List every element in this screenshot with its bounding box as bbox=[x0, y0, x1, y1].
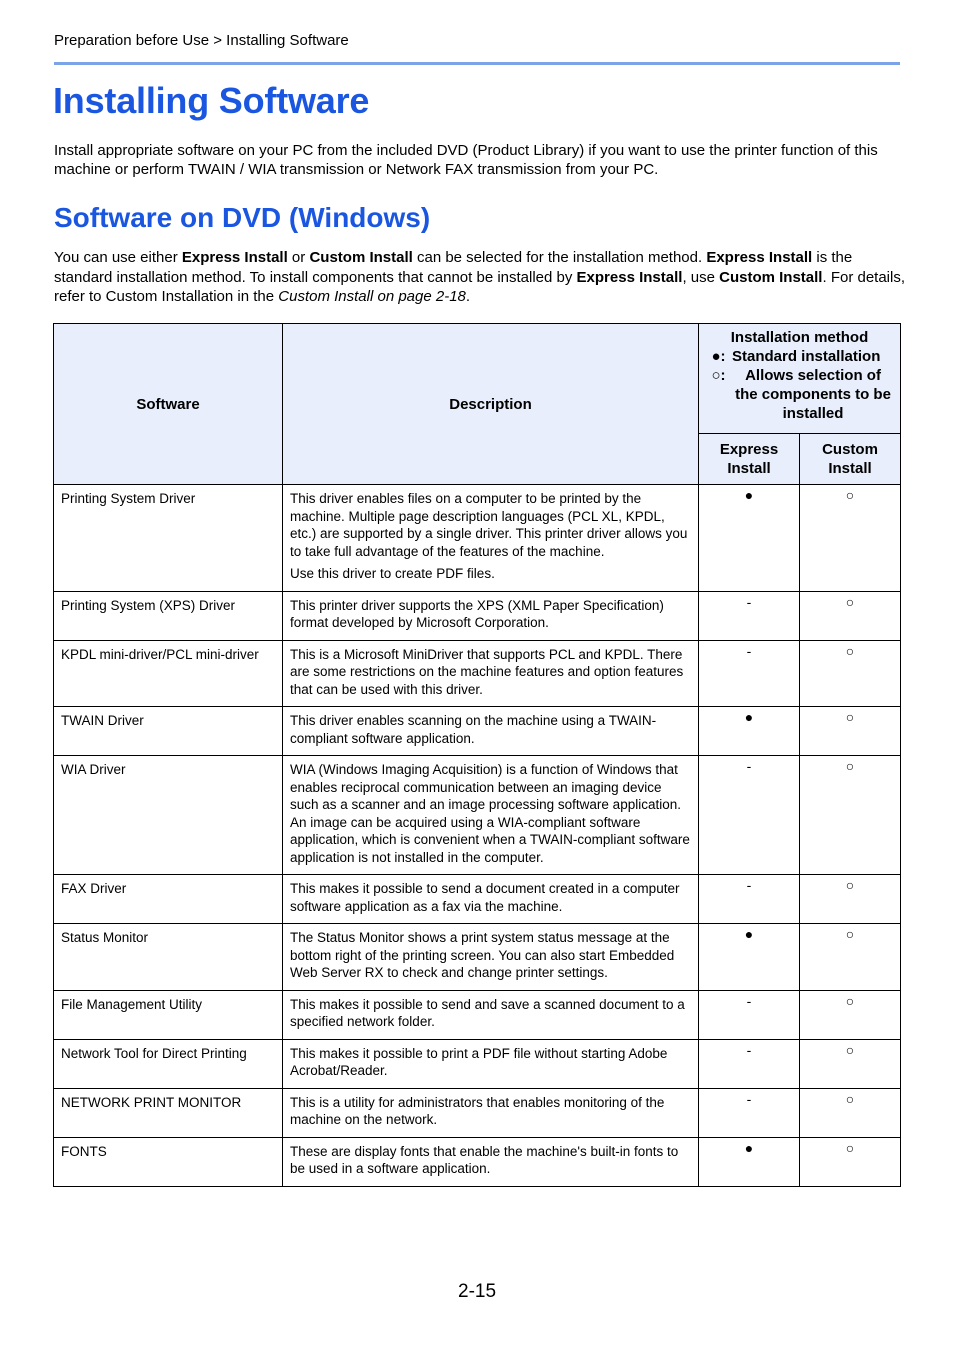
software-name: KPDL mini-driver/PCL mini-driver bbox=[54, 640, 283, 707]
express-mark: - bbox=[699, 875, 800, 924]
table-row bbox=[54, 485, 901, 592]
table-row bbox=[54, 990, 901, 1039]
table-row bbox=[54, 875, 901, 924]
software-name: Status Monitor bbox=[54, 924, 283, 991]
header-description: Description bbox=[283, 324, 699, 485]
software-description: This makes it possible to print a PDF file without starting Adobe Acrobat/Reader. bbox=[283, 1039, 699, 1088]
table-row bbox=[54, 591, 901, 640]
express-install-term: Express Install bbox=[181, 249, 288, 266]
method-title: Installation method bbox=[730, 329, 869, 346]
section-paragraph bbox=[54, 248, 906, 307]
software-name: Network Tool for Direct Printing bbox=[54, 1039, 283, 1088]
custom-mark: ○ bbox=[800, 591, 901, 640]
header-rule bbox=[54, 62, 900, 65]
custom-mark: ○ bbox=[800, 707, 901, 756]
legend-standard-text: Standard installation bbox=[732, 348, 881, 365]
software-table bbox=[53, 323, 901, 1187]
header-software: Software bbox=[54, 324, 283, 485]
page-number: 2-15 bbox=[458, 1281, 497, 1302]
table-row bbox=[54, 1039, 901, 1088]
custom-mark: ○ bbox=[800, 875, 901, 924]
software-description bbox=[283, 485, 699, 592]
software-name: NETWORK PRINT MONITOR bbox=[54, 1088, 283, 1137]
custom-mark: ○ bbox=[800, 990, 901, 1039]
software-description: The Status Monitor shows a print system status message at the bottom right of the printing screen. You can also start Embedded Web Server RX to check and change printer settings. bbox=[283, 924, 699, 991]
express-mark: ● bbox=[699, 924, 800, 991]
express-mark: - bbox=[699, 1088, 800, 1137]
text-run: . bbox=[465, 288, 471, 305]
express-mark: ● bbox=[699, 485, 800, 592]
text-run: or bbox=[287, 249, 310, 266]
table-row bbox=[54, 1088, 901, 1137]
open-circle-icon: ○: bbox=[711, 367, 726, 384]
intro-paragraph: Install appropriate software on your PC from the included DVD (Product Library) if you want to use the printer function of this machine or perform TWAIN / WIA transmission or Network FAX transmission from your PC. bbox=[54, 142, 878, 178]
custom-mark: ○ bbox=[800, 640, 901, 707]
software-description: This makes it possible to send and save a scanned document to a specified network folder. bbox=[283, 990, 699, 1039]
table-row bbox=[54, 756, 901, 875]
table-body bbox=[54, 485, 901, 1187]
custom-mark: ○ bbox=[800, 1088, 901, 1137]
text-run: , use bbox=[682, 268, 720, 286]
software-description: This driver enables scanning on the machine using a TWAIN-compliant software application. bbox=[283, 707, 699, 756]
custom-mark: ○ bbox=[800, 756, 901, 875]
express-mark: ● bbox=[699, 707, 800, 756]
software-description: These are display fonts that enable the machine's built-in fonts to be used in a software application. bbox=[283, 1137, 699, 1186]
software-name: TWAIN Driver bbox=[54, 707, 283, 756]
software-name: FAX Driver bbox=[54, 875, 283, 924]
table-row bbox=[54, 640, 901, 707]
express-mark: - bbox=[699, 990, 800, 1039]
filled-circle-icon: ●: bbox=[711, 348, 726, 365]
software-name: FONTS bbox=[54, 1137, 283, 1186]
express-mark: - bbox=[699, 756, 800, 875]
express-mark: - bbox=[699, 640, 800, 707]
software-description: This is a utility for administrators that enables monitoring of the machine on the network. bbox=[283, 1088, 699, 1137]
table-row bbox=[54, 707, 901, 756]
legend-selectable-text: Allows selection of the components to be installed bbox=[735, 367, 891, 422]
software-description: This makes it possible to send a document created in a computer software application as a fax via the machine. bbox=[283, 875, 699, 924]
custom-install-term: Custom Install bbox=[719, 268, 823, 286]
description-note: Use this driver to create PDF files. bbox=[290, 566, 495, 581]
custom-mark: ○ bbox=[800, 485, 901, 592]
software-description: This is a Microsoft MiniDriver that supports PCL and KPDL. There are some restrictions on the machine features and option features that can be used with this driver. bbox=[283, 640, 699, 707]
section-heading: Software on DVD (Windows) bbox=[54, 202, 431, 233]
legend-standard bbox=[705, 347, 894, 366]
page-title: Installing Software bbox=[53, 80, 370, 121]
text-run: You can use either bbox=[54, 249, 182, 266]
legend-selectable bbox=[705, 366, 894, 423]
software-name: Printing System (XPS) Driver bbox=[54, 591, 283, 640]
express-install-term: Express Install bbox=[706, 249, 813, 266]
software-name: File Management Utility bbox=[54, 990, 283, 1039]
header-custom-install: Custom Install bbox=[800, 434, 901, 485]
custom-install-term: Custom Install bbox=[309, 249, 413, 266]
software-name: WIA Driver bbox=[54, 756, 283, 875]
text-run: is the standard installation method. To install components that cannot be installed by bbox=[54, 249, 853, 286]
text-run: can be selected for the installation method. bbox=[412, 249, 707, 266]
express-install-term: Express Install bbox=[576, 268, 683, 286]
software-name: Printing System Driver bbox=[54, 485, 283, 592]
table-row bbox=[54, 924, 901, 991]
table-row bbox=[54, 1137, 901, 1186]
header-express-install: Express Install bbox=[699, 434, 800, 485]
description-text: This driver enables files on a computer to be printed by the machine. Multiple page description languages (PCL XL, KPDL, etc.) are supported by a single driver. This printer driver allows you to take full advantage of the features of the machine. bbox=[290, 491, 688, 559]
custom-mark: ○ bbox=[800, 1039, 901, 1088]
express-mark: ● bbox=[699, 1137, 800, 1186]
express-mark: - bbox=[699, 591, 800, 640]
express-mark: - bbox=[699, 1039, 800, 1088]
text-run: . For details, refer to Custom Installation in the bbox=[54, 268, 906, 305]
custom-mark: ○ bbox=[800, 1137, 901, 1186]
cross-reference-link[interactable]: Custom Install on page 2-18 bbox=[278, 288, 466, 305]
software-description: This printer driver supports the XPS (XML Paper Specification) format developed by Microsoft Corporation. bbox=[283, 591, 699, 640]
software-description: WIA (Windows Imaging Acquisition) is a function of Windows that enables reciprocal communication between an imaging device such as a scanner and an image processing software application. An image can be acquired using a WIA-compliant software application, which is convenient when a TWAIN-compliant software application is not installed in the computer. bbox=[283, 756, 699, 875]
breadcrumb: Preparation before Use > Installing Software bbox=[54, 32, 349, 49]
custom-mark: ○ bbox=[800, 924, 901, 991]
header-installation-method bbox=[699, 324, 901, 434]
